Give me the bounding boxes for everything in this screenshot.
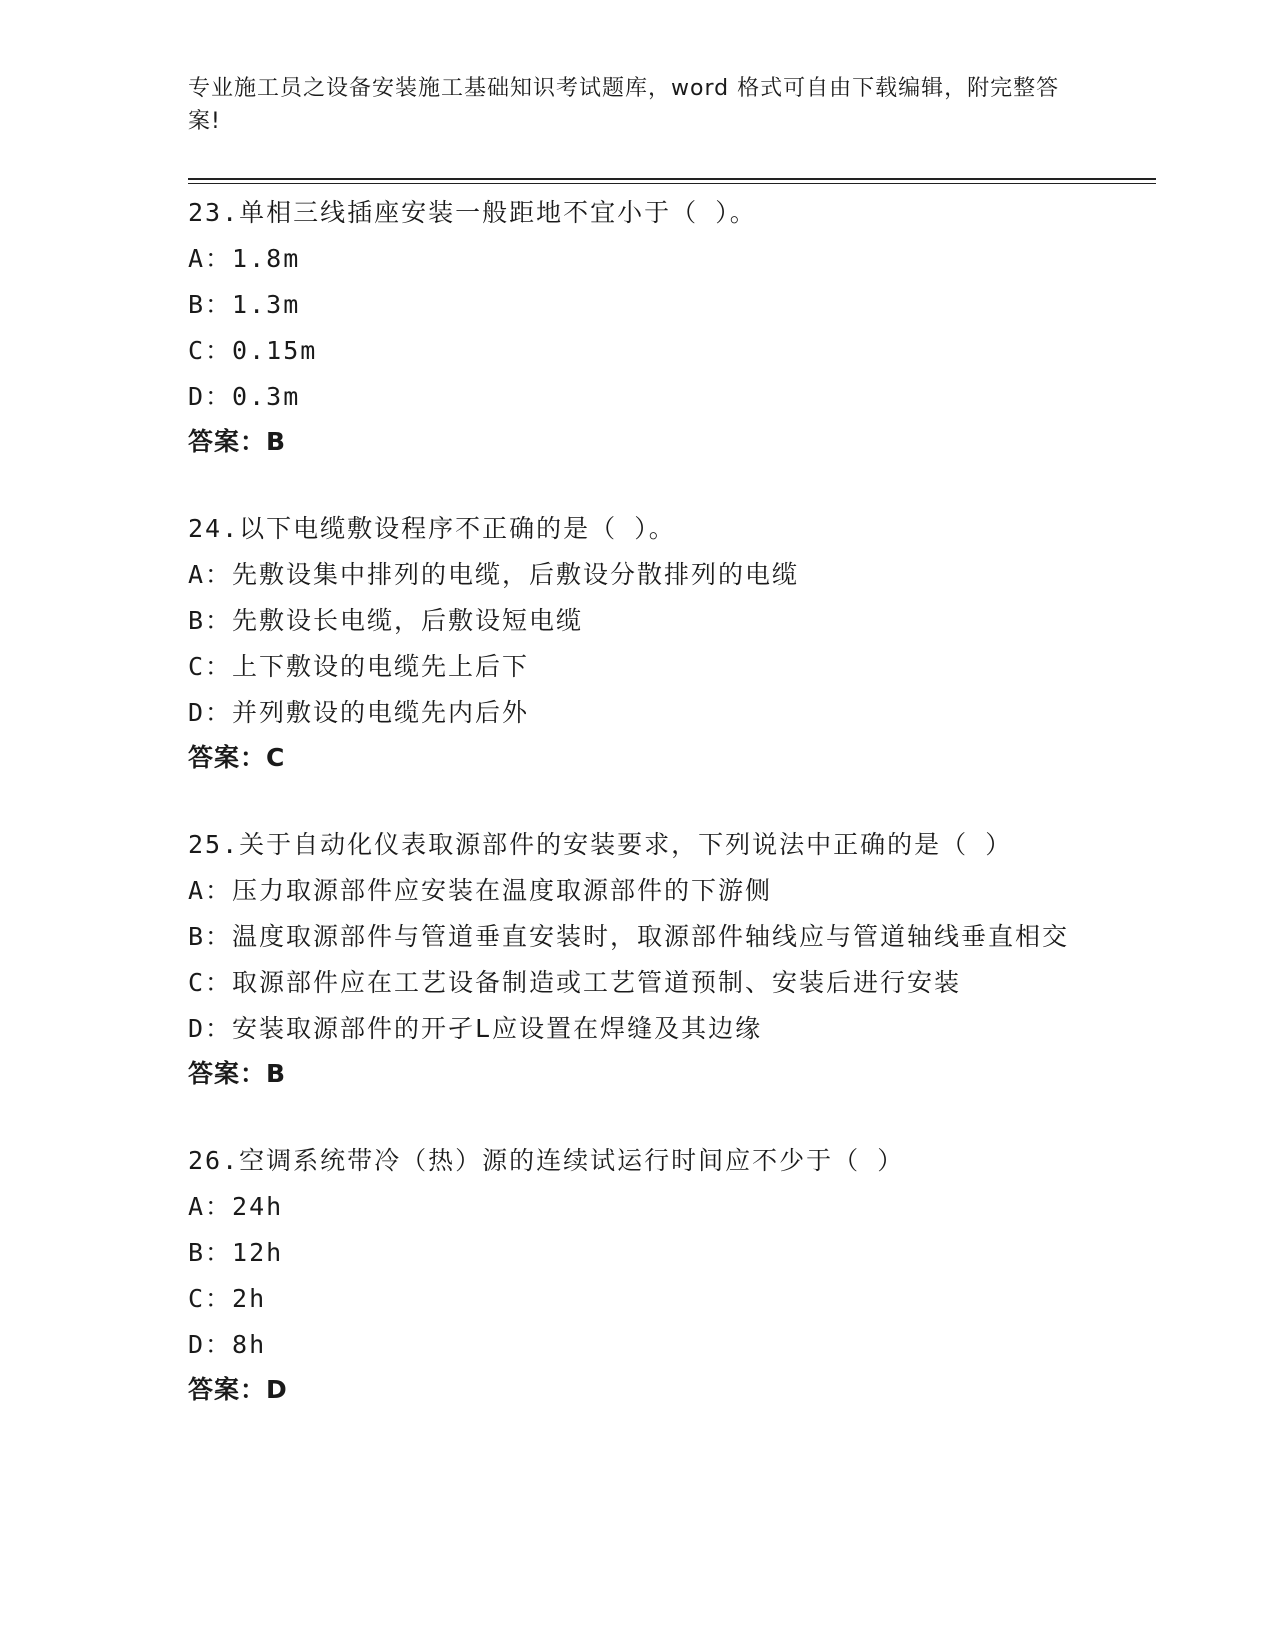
option-a: A：先敷设集中排列的电缆，后敷设分散排列的电缆 — [188, 560, 800, 589]
question-23 — [188, 190, 1088, 464]
question-stem: 23.单相三线插座安装一般距地不宜小于（ ）。 — [188, 198, 757, 227]
question-26 — [188, 1138, 1088, 1412]
option-b: B：12h — [188, 1238, 284, 1267]
option-c: C：上下敷设的电缆先上后下 — [188, 652, 530, 681]
option-a: A：1.8m — [188, 244, 301, 273]
option-d: D：8h — [188, 1330, 267, 1359]
option-c: C：2h — [188, 1284, 267, 1313]
option-b: B：先敷设长电缆，后敷设短电缆 — [188, 606, 584, 635]
option-a: A：压力取源部件应安装在温度取源部件的下游侧 — [188, 876, 773, 905]
option-d: D：安装取源部件的开孑L应设置在焊缝及其边缘 — [188, 1014, 763, 1043]
question-list — [188, 190, 1088, 1454]
question-24 — [188, 506, 1088, 780]
answer-label: 答案：C — [188, 743, 286, 772]
question-25 — [188, 822, 1088, 1096]
question-stem: 25.关于自动化仪表取源部件的安装要求，下列说法中正确的是（ ） — [188, 830, 1013, 859]
option-c: C：取源部件应在工艺设备制造或工艺管道预制、安装后进行安装 — [188, 968, 962, 997]
answer-label: 答案：B — [188, 1059, 287, 1088]
document-intro: 专业施工员之设备安装施工基础知识考试题库，word 格式可自由下载编辑，附完整答案! — [188, 76, 1060, 134]
option-d: D：0.3m — [188, 382, 301, 411]
option-a: A：24h — [188, 1192, 284, 1221]
answer-label: 答案：B — [188, 427, 287, 456]
header-divider-thin — [188, 183, 1156, 184]
option-c: C：0.15m — [188, 336, 318, 365]
option-b: B：1.3m — [188, 290, 301, 319]
answer-label: 答案：D — [188, 1375, 288, 1404]
option-b: B：温度取源部件与管道垂直安装时，取源部件轴线应与管道轴线垂直相交 — [188, 922, 1070, 951]
question-stem: 26.空调系统带冷（热）源的连续试运行时间应不少于（ ） — [188, 1146, 905, 1175]
header-divider-thick — [188, 178, 1156, 180]
question-stem: 24.以下电缆敷设程序不正确的是（ ）。 — [188, 514, 676, 543]
option-d: D：并列敷设的电缆先内后外 — [188, 698, 530, 727]
